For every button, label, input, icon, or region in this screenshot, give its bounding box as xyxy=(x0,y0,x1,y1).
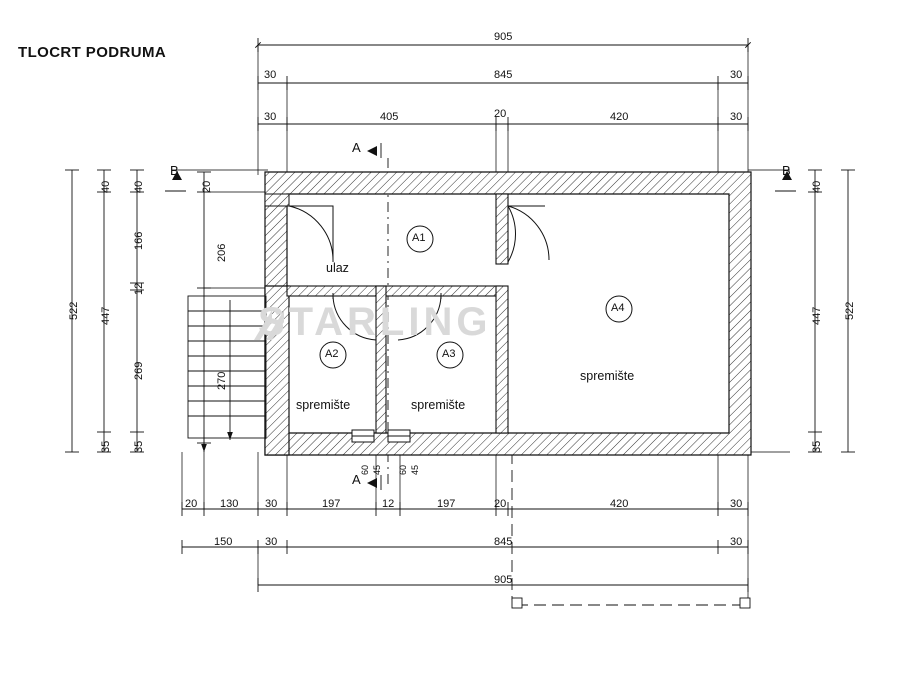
dim-window-45b: 45 xyxy=(410,464,420,475)
dim-bot1-197a: 197 xyxy=(322,498,341,510)
dim-left-166: 166 xyxy=(133,231,145,250)
dim-bot3-905: 905 xyxy=(494,574,513,586)
page-title: TLOCRT PODRUMA xyxy=(18,44,167,61)
section-mark-b-right: B xyxy=(782,163,791,178)
room-tag-a4: A4 xyxy=(611,302,625,314)
dim-left-269: 269 xyxy=(133,361,145,380)
dim-bot1-20b: 20 xyxy=(494,498,507,510)
room-tag-a2: A2 xyxy=(325,348,339,360)
dim-interior-20: 20 xyxy=(201,180,213,193)
room-label-a2: spremište xyxy=(296,398,351,412)
dim-right-35: 35 xyxy=(811,440,823,453)
dim-top3-405: 405 xyxy=(380,111,399,123)
dim-left-40: 40 xyxy=(133,180,145,193)
dim-window-60a: 60 xyxy=(360,464,370,475)
dim-left-35: 35 xyxy=(133,440,145,453)
room-label-a4: spremište xyxy=(580,369,635,383)
watermark-text: STARLING xyxy=(258,300,492,344)
dim-top3-420: 420 xyxy=(610,111,629,123)
dim-left-447: 447 xyxy=(100,306,112,325)
dim-bot2-845: 845 xyxy=(494,536,513,548)
section-mark-a-bottom: A xyxy=(352,472,361,487)
dim-top2-845: 845 xyxy=(494,69,513,81)
section-mark-b-left: B xyxy=(170,163,179,178)
dim-bot2-30a: 30 xyxy=(265,536,278,548)
room-tag-a1: A1 xyxy=(412,232,426,244)
dim-bot1-420: 420 xyxy=(610,498,629,510)
dim-top2-30b: 30 xyxy=(730,69,743,81)
room-label-ulaz: ulaz xyxy=(326,261,349,275)
dim-interior-270: 270 xyxy=(216,371,228,390)
section-mark-a-top: A xyxy=(352,140,361,155)
dim-bot2-30b: 30 xyxy=(730,536,743,548)
dim-interior-206: 206 xyxy=(216,243,228,262)
dim-bot1-20a: 20 xyxy=(185,498,198,510)
dim-left-522: 522 xyxy=(68,301,80,320)
dim-top3-30a: 30 xyxy=(264,111,277,123)
room-label-a3: spremište xyxy=(411,398,466,412)
dim-bot1-30b: 30 xyxy=(730,498,743,510)
dim-bot1-12: 12 xyxy=(382,498,395,510)
dim-top3-20: 20 xyxy=(494,108,507,120)
dim-bot1-197b: 197 xyxy=(437,498,456,510)
dim-right-522: 522 xyxy=(844,301,856,320)
dim-left-35b: 35 xyxy=(100,440,112,453)
dim-left-40b: 40 xyxy=(100,180,112,193)
dim-left-12: 12 xyxy=(133,282,145,295)
dim-window-60b: 60 xyxy=(398,464,408,475)
dim-top2-30a: 30 xyxy=(264,69,277,81)
dim-bot2-150: 150 xyxy=(214,536,233,548)
dim-top3-30b: 30 xyxy=(730,111,743,123)
dim-top-905: 905 xyxy=(494,31,513,43)
dim-bot1-30a: 30 xyxy=(265,498,278,510)
dim-bot1-130: 130 xyxy=(220,498,239,510)
dim-right-447: 447 xyxy=(811,306,823,325)
dim-right-40: 40 xyxy=(811,180,823,193)
room-tag-a3: A3 xyxy=(442,348,456,360)
dim-window-45a: 45 xyxy=(372,464,382,475)
